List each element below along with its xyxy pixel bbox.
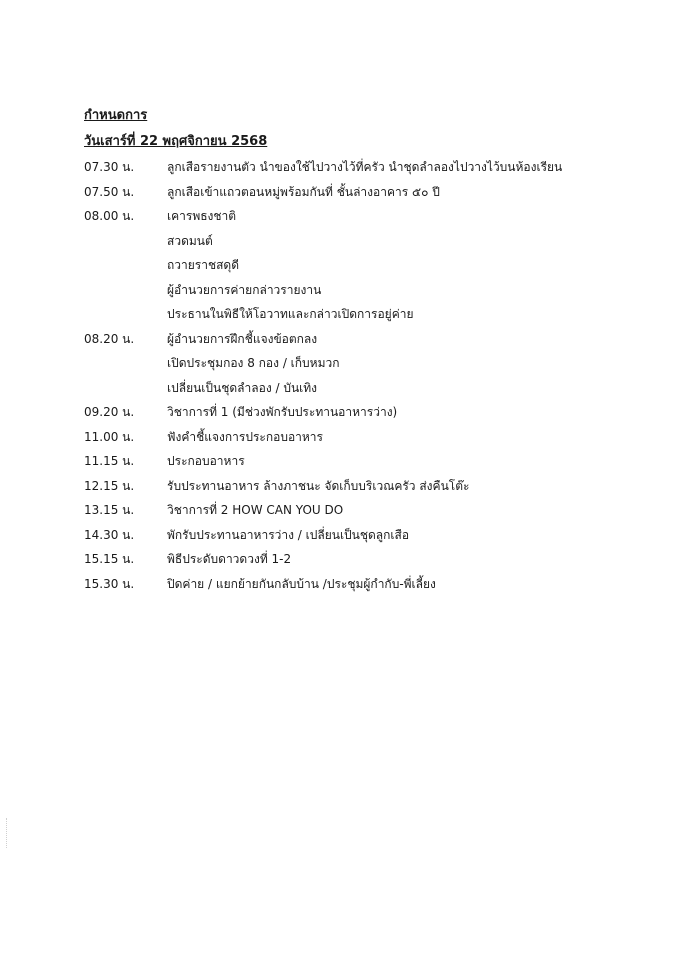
schedule-time: 08.00 น. — [84, 209, 135, 223]
schedule-row — [84, 527, 644, 552]
activity-line: ผู้อำนวยการค่ายกล่าวรายงาน — [167, 282, 322, 297]
schedule-activities — [167, 208, 644, 331]
schedule-row — [84, 208, 644, 331]
activity-line: ลูกเสือรายงานตัว นำของใช้ไปวางไว้ที่ครัว นำชุดลำลองไปวางไว้บนห้องเรียน — [167, 160, 563, 174]
schedule-activities — [167, 184, 644, 209]
schedule-time: 15.15 น. — [84, 552, 135, 566]
activity-line: รับประทานอาหาร ล้างภาชนะ จัดเก็บบริเวณครัว ส่งคืนโต๊ะ — [167, 478, 470, 493]
schedule-list — [84, 159, 644, 600]
schedule-time: 07.30 น. — [84, 160, 135, 174]
activity-line: วิชาการที่ 2 HOW CAN YOU DO — [167, 503, 344, 517]
schedule-row — [84, 502, 644, 527]
schedule-row — [84, 331, 644, 405]
schedule-row — [84, 404, 644, 429]
schedule-activities — [167, 576, 644, 601]
schedule-activities — [167, 527, 644, 552]
schedule-row — [84, 453, 644, 478]
schedule-time: 11.00 น. — [84, 429, 135, 444]
activity-line: ประกอบอาหาร — [167, 454, 245, 468]
schedule-activities — [167, 429, 644, 454]
activity-line: ผู้อำนวยการฝึกชี้แจงข้อตกลง — [167, 331, 318, 346]
schedule-row — [84, 551, 644, 576]
activity-line: เคารพธงชาติ — [167, 209, 237, 223]
scan-artifact — [6, 818, 10, 848]
activity-line: ฟังคำชี้แจงการประกอบอาหาร — [167, 429, 323, 444]
schedule-time: 07.50 น. — [84, 184, 135, 199]
schedule-activities — [167, 331, 644, 405]
schedule-activities — [167, 453, 644, 478]
schedule-row — [84, 159, 644, 184]
activity-line: สวดมนต์ — [167, 233, 213, 248]
schedule-time: 14.30 น. — [84, 527, 135, 542]
schedule-time: 11.15 น. — [84, 454, 135, 468]
document-heading: กำหนดการ — [84, 108, 148, 123]
schedule-time: 13.15 น. — [84, 503, 135, 517]
schedule-time: 08.20 น. — [84, 331, 135, 346]
schedule-time: 15.30 น. — [84, 576, 135, 591]
schedule-row — [84, 429, 644, 454]
schedule-time: 09.20 น. — [84, 405, 135, 419]
activity-line: พิธีประดับดาวดวงที่ 1-2 — [167, 552, 292, 566]
activity-line: ปิดค่าย / แยกย้ายกันกลับบ้าน /ประชุมผู้กำกับ-พี่เลี้ยง — [167, 576, 436, 591]
activity-line: ลูกเสือเข้าแถวตอนหมู่พร้อมกันที่ ชั้นล่างอาคาร ๕๐ ปี — [167, 184, 440, 199]
schedule-row — [84, 576, 644, 601]
activity-line: ถวายราชสดุดี — [167, 258, 240, 272]
schedule-row — [84, 184, 644, 209]
schedule-activities — [167, 502, 644, 527]
schedule-row — [84, 478, 644, 503]
schedule-time: 12.15 น. — [84, 478, 135, 493]
schedule-activities — [167, 478, 644, 503]
activity-line: เปิดประชุมกอง 8 กอง / เก็บหมวก — [167, 356, 340, 370]
activity-line: เปลี่ยนเป็นชุดลำลอง / บันเทิง — [167, 380, 318, 395]
activity-line: พักรับประทานอาหารว่าง / เปลี่ยนเป็นชุดลูกเสือ — [167, 527, 410, 542]
date-heading: วันเสาร์ที่ 22 พฤศจิกายน 2568 — [84, 134, 268, 149]
activity-line: ประธานในพิธีให้โอวาทและกล่าวเปิดการอยู่ค่าย — [167, 307, 414, 321]
schedule-activities — [167, 404, 644, 429]
schedule-activities — [167, 159, 644, 184]
schedule-activities — [167, 551, 644, 576]
activity-line: วิชาการที่ 1 (มีช่วงพักรับประทานอาหารว่าง) — [167, 405, 398, 419]
